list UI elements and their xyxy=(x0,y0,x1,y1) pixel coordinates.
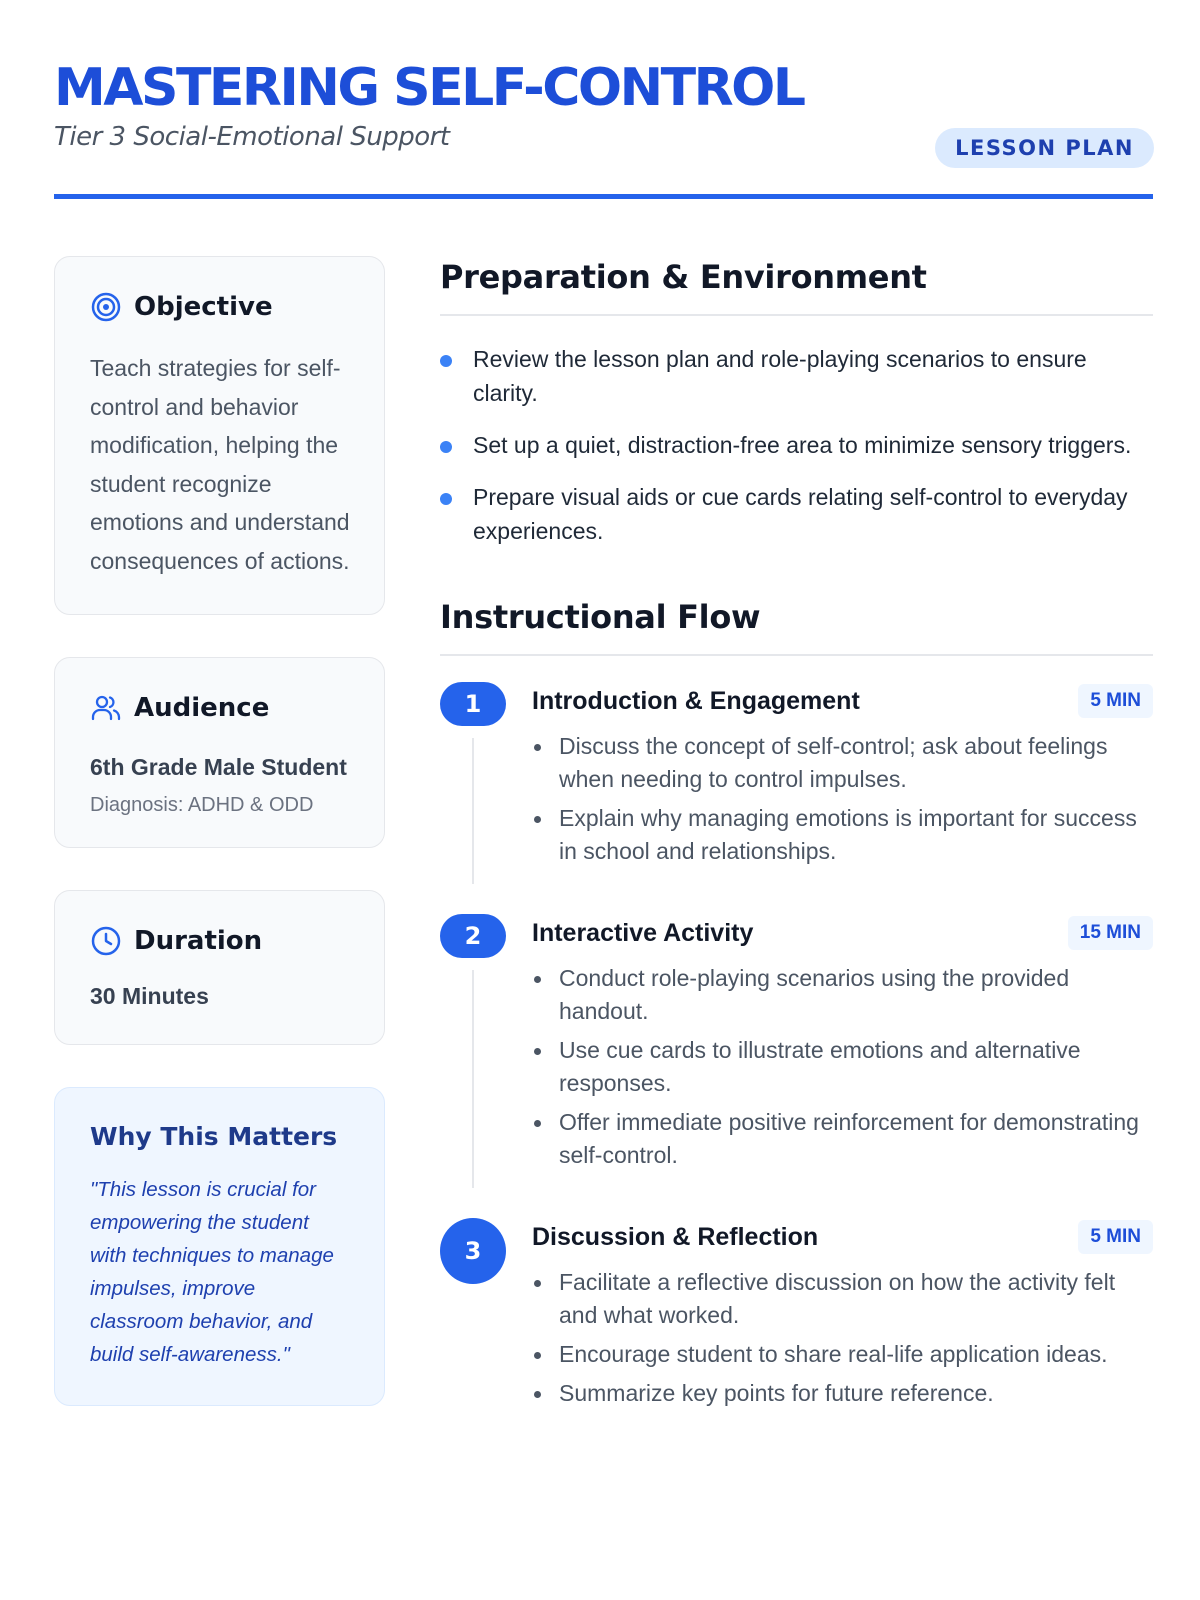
flow-steps xyxy=(440,682,1153,1416)
objective-header xyxy=(90,291,350,323)
page-subtitle: Tier 3 Social-Emotional Support xyxy=(54,122,450,152)
list-item: Discuss the concept of self-control; ask about feelings when needing to control impulses. xyxy=(532,730,1153,796)
why-title: Why This Matters xyxy=(90,1122,338,1151)
list-item: Encourage student to share real-life application ideas. xyxy=(532,1338,1153,1371)
list-item: Use cue cards to illustrate emotions and alternative responses. xyxy=(532,1034,1153,1100)
main-content xyxy=(440,258,1153,1456)
lesson-plan-badge: LESSON PLAN xyxy=(935,128,1154,168)
step-title: Introduction & Engagement xyxy=(532,686,860,715)
step-number: 1 xyxy=(440,682,506,726)
audience-title: Audience xyxy=(134,693,270,723)
header xyxy=(54,56,1154,160)
duration-card xyxy=(54,890,385,1045)
duration-value: 30 Minutes xyxy=(90,983,209,1009)
step-title: Interactive Activity xyxy=(532,918,754,947)
objective-card xyxy=(54,256,385,615)
step-connector xyxy=(472,970,474,1188)
list-item: Facilitate a reflective discussion on how the activity felt and what worked. xyxy=(532,1266,1153,1332)
list-item: Summarize key points for future reference. xyxy=(532,1377,1153,1410)
why-quote: "This lesson is crucial for empowering the student with techniques to manage impulses, improve classroom behavior, and build self-awareness." xyxy=(90,1178,334,1366)
list-item: Set up a quiet, distraction-free area to minimize sensory triggers. xyxy=(440,428,1153,462)
list-item: Explain why managing emotions is important for success in school and relationships. xyxy=(532,802,1153,868)
audience-diagnosis: Diagnosis: ADHD & ODD xyxy=(90,794,314,816)
clock-icon xyxy=(90,925,122,957)
list-item: Review the lesson plan and role-playing scenarios to ensure clarity. xyxy=(440,342,1153,410)
audience-header xyxy=(90,692,350,724)
users-icon xyxy=(90,692,122,724)
audience-main: 6th Grade Male Student xyxy=(90,754,347,780)
step-1 xyxy=(440,682,1153,874)
sidebar xyxy=(54,256,385,1448)
step-time-badge: 15 MIN xyxy=(1068,916,1153,950)
duration-title: Duration xyxy=(134,926,263,956)
audience-card xyxy=(54,657,385,848)
duration-header xyxy=(90,925,350,957)
header-divider xyxy=(54,194,1153,199)
step-number: 2 xyxy=(440,914,506,958)
step-time-badge: 5 MIN xyxy=(1078,684,1153,718)
flow-title: Instructional Flow xyxy=(440,598,1153,656)
objective-title: Objective xyxy=(134,292,273,322)
step-title: Discussion & Reflection xyxy=(532,1222,819,1251)
page-title: MASTERING SELF-CONTROL xyxy=(54,58,804,118)
objective-text: Teach strategies for self-control and behavior modification, helping the student recognize emotions and understand consequences of actions. xyxy=(90,355,350,574)
list-item: Prepare visual aids or cue cards relating self-control to everyday experiences. xyxy=(440,480,1153,548)
step-3 xyxy=(440,1218,1153,1416)
preparation-title: Preparation & Environment xyxy=(440,258,1153,316)
step-connector xyxy=(472,738,474,884)
step-2 xyxy=(440,914,1153,1178)
step-time-badge: 5 MIN xyxy=(1078,1220,1153,1254)
step-number: 3 xyxy=(440,1218,506,1284)
list-item: Offer immediate positive reinforcement for demonstrating self-control. xyxy=(532,1106,1153,1172)
list-item: Conduct role-playing scenarios using the provided handout. xyxy=(532,962,1153,1028)
target-icon xyxy=(90,291,122,323)
preparation-list xyxy=(440,342,1153,548)
why-card xyxy=(54,1087,385,1406)
